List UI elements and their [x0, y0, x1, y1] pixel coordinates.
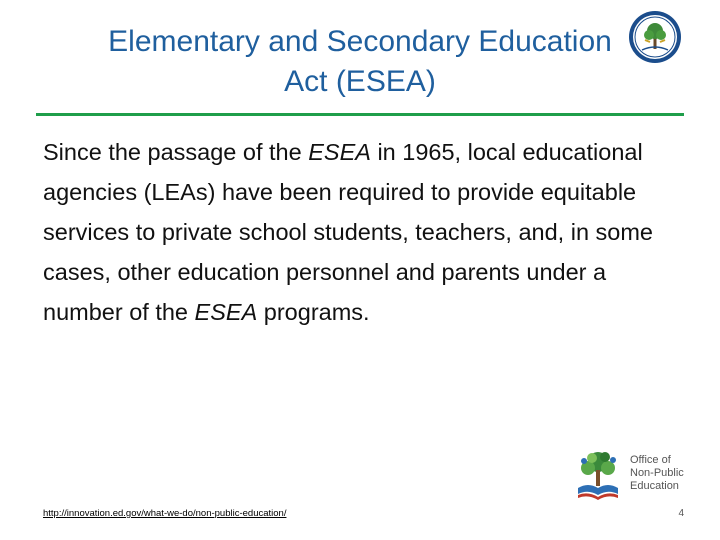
- department-of-education-seal-icon: [628, 10, 682, 64]
- body-text-part-1: Since the passage of the: [43, 139, 309, 165]
- title-line-1: Elementary and Secondary Education: [108, 25, 612, 58]
- logo-line-3: Education: [630, 480, 679, 492]
- slide-title: [40, 22, 680, 102]
- tree-book-icon: [572, 448, 624, 502]
- esea-acronym: ESEA: [308, 139, 371, 165]
- logo-text: [630, 454, 690, 493]
- logo-line-1: Office of: [630, 454, 671, 466]
- title-line-2: Act (ESEA): [284, 65, 436, 98]
- body-text-part-2: in 1965, local educational agencies (LEAs) have been required to provide equitable services to private school students, teachers, and, in some cases, other education personnel and parents under a number of the: [43, 139, 654, 325]
- body-paragraph: [43, 132, 673, 332]
- body-text-part-3: programs.: [257, 299, 370, 325]
- page-number: 4: [678, 508, 684, 519]
- esea-acronym: ESEA: [194, 299, 258, 325]
- footer-url-link[interactable]: http://innovation.ed.gov/what-we-do/non-public-education/: [43, 508, 287, 519]
- office-of-non-public-education-logo: [568, 448, 688, 504]
- title-divider: [36, 113, 684, 116]
- logo-line-2: Non-Public: [630, 467, 684, 479]
